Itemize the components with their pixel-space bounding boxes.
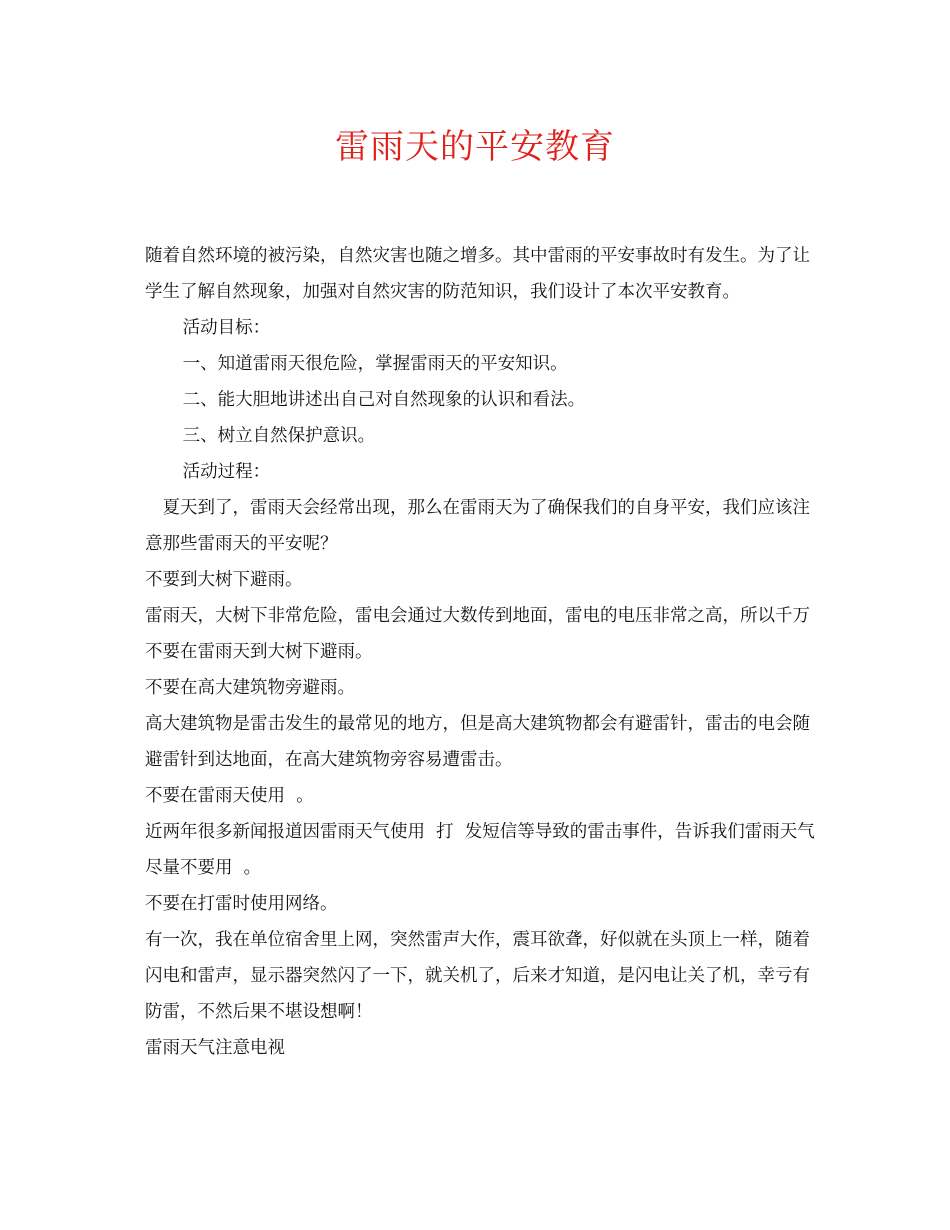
paragraph-process-heading: 活动过程： bbox=[182, 462, 271, 482]
document-title: 雷雨天的平安教育 bbox=[335, 127, 615, 167]
paragraph-tip-phone: 不要在雷雨天使用 。 bbox=[145, 786, 314, 806]
paragraph-goal-1: 一、知道雷雨天很危险，掌握雷雨天的平安知识。 bbox=[182, 354, 568, 374]
paragraph-intro: 随着自然环境的被污染，自然灾害也随之增多。其中雷雨的平安事故时有发生。为了让学生了解自然现象，加强对自然灾害的防范知识，我们设计了本次平安教育。 bbox=[145, 246, 810, 302]
paragraph-goal-3: 三、树立自然保护意识。 bbox=[182, 426, 376, 446]
paragraph-phone-detail: 近两年很多新闻报道因雷雨天气使用 打 发短信等导致的雷击事件，告诉我们雷雨天气尽量不要用 。 bbox=[145, 822, 815, 878]
paragraph-tree-detail: 雷雨天，大树下非常危险，雷电会通过大数传到地面，雷电的电压非常之高，所以千万不要在雷雨天到大树下避雨。 bbox=[145, 606, 810, 662]
paragraph-tip-building: 不要在高大建筑物旁避雨。 bbox=[145, 678, 355, 698]
paragraph-tip-network: 不要在打雷时使用网络。 bbox=[145, 894, 338, 914]
paragraph-goals-heading: 活动目标： bbox=[182, 318, 271, 338]
paragraph-building-detail: 高大建筑物是雷击发生的最常见的地方，但是高大建筑物都会有避雷针，雷击的电会随避雷针到达地面，在高大建筑物旁容易遭雷击。 bbox=[145, 714, 810, 770]
paragraph-network-story: 有一次，我在单位宿舍里上网，突然雷声大作，震耳欲聋，好似就在头顶上一样，随着闪电和雷声，显示器突然闪了一下，就关机了，后来才知道，是闪电让关了机，幸亏有防雷，不然后果不堪设想啊！ bbox=[145, 930, 810, 1022]
paragraph-goal-2: 二、能大胆地讲述出自己对自然现象的认识和看法。 bbox=[182, 390, 586, 410]
paragraph-tip-tv: 雷雨天气注意电视 bbox=[145, 1038, 285, 1058]
paragraph-summer: 夏天到了，雷雨天会经常出现，那么在雷雨天为了确保我们的自身平安，我们应该注意那些雷雨天的平安呢？ bbox=[145, 498, 810, 554]
document-body bbox=[145, 238, 815, 1066]
paragraph-tip-tree: 不要到大树下避雨。 bbox=[145, 570, 303, 590]
